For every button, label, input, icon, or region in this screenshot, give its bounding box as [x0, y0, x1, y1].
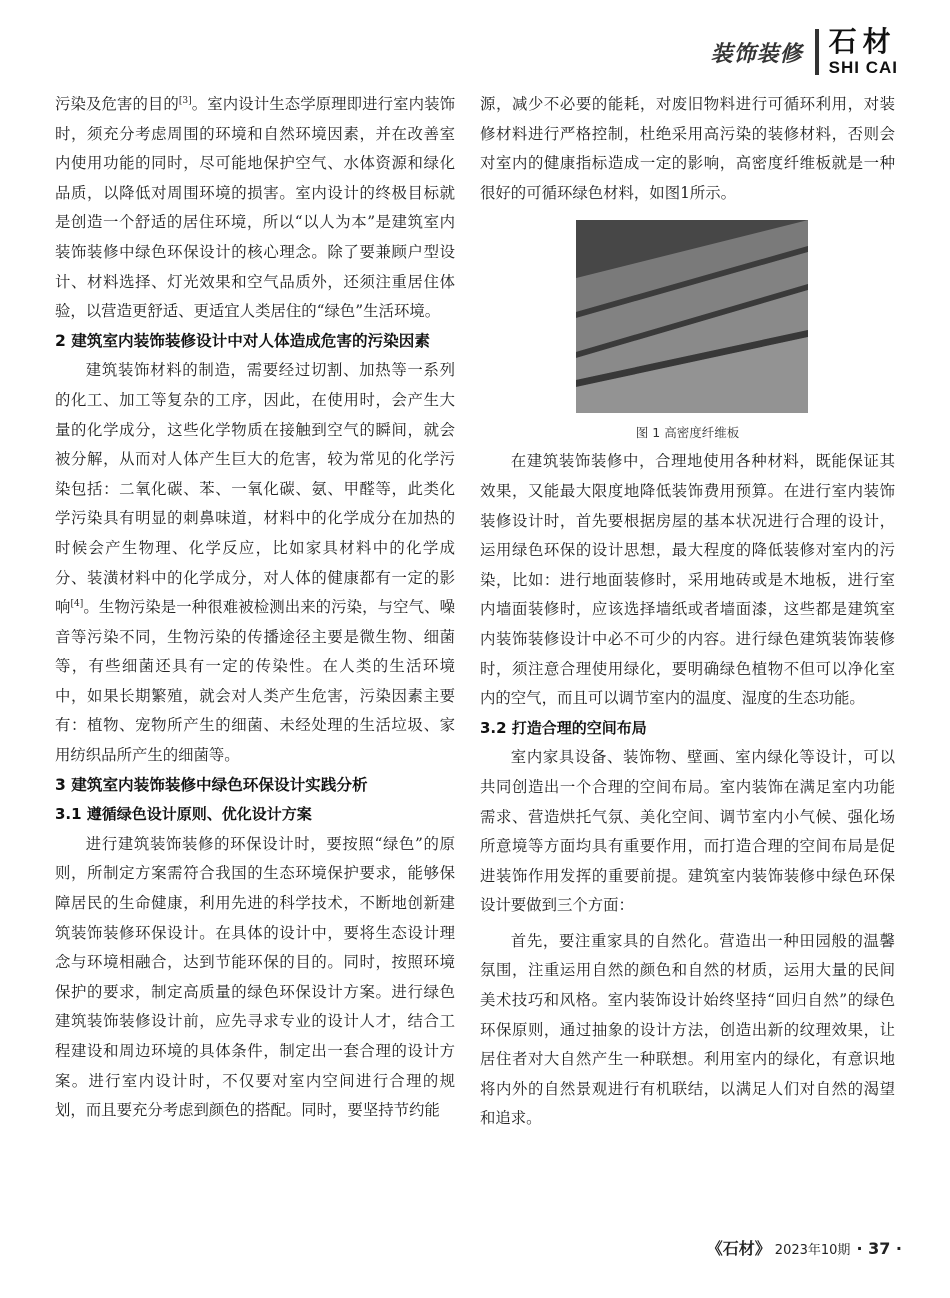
page-header [711, 22, 898, 82]
brand-english: SHI CAI [828, 58, 898, 77]
header-divider [815, 29, 819, 75]
heading-section-2: 2 建筑室内装饰装修设计中对人体造成危害的污染因素 [55, 331, 430, 350]
brand-chinese: 石材 [828, 25, 897, 58]
paragraph-left-3: 进行建筑装饰装修的环保设计时，要按照“绿色”的原则，所制定方案需符合我国的生态环境保护要求，能够保障居民的生命健康，利用先进的科学技术，不断地创新建筑装饰装修环保设计。在具体的设计中，要将生态设计理念与环境相融合，达到节能环保的目的。同时，按照环境保护的要求，制定高质量的绿色环保设计方案。进行绿色建筑装饰装修设计前，应先寻求专业的设计人才，结合工程建设和周边环境的具体条件，制定出一套合理的设计方案。进行室内设计时，不仅要对室内空间进行合理的规划，而且要充分考虑到颜色的搭配。同时，要坚持节约能 [55, 834, 455, 1120]
issue-number: 2023年10期 [774, 1243, 851, 1258]
figure-caption: 图 1 高密度纤维板 [635, 425, 740, 441]
heading-section-3: 3 建筑室内装饰装修中绿色环保设计实践分析 [55, 775, 368, 794]
heading-section-3-2: 3.2 打造合理的空间布局 [480, 718, 647, 737]
paragraph-right-4: 首先，要注重家具的自然化。营造出一种田园般的温馨氛围，注重运用自然的颜色和自然的材质，运用大量的民间美术技巧和风格。室内装饰设计始终坚持“回归自然”的绿色环保原则，通过抽象的设计方法，创造出新的纹理效果，让居住者对大自然产生一种联想。利用室内的绿化，有意识地将内外的自然景观进行有机联结，以满足人们对自然的渴望和追求。 [480, 931, 895, 1128]
paragraph-right-2: 在建筑装饰装修中，合理地使用各种材料，既能保证其效果，又能最大限度地降低装饰费用预算。在进行室内装饰装修设计时，首先要根据房屋的基本状况进行合理的设计，运用绿色环保的设计思想，最大程度的降低装修对室内的污染，比如：进行地面装修时，采用地砖或是木地板，进行室内墙面装修时，应该选择墙纸或者墙面漆，这些都是建筑室内装饰装修设计中必不可少的内容。进行绿色建筑装饰装修时，须注意合理使用绿化，要明确绿色植物不但可以净化室内的空气，而且可以调节室内的温度、湿度的生态功能。 [480, 452, 895, 708]
left-column [55, 90, 455, 1126]
right-column [480, 90, 895, 1134]
citation-ref[interactable]: [3] [178, 95, 192, 106]
page-number: · 37 · [856, 1239, 902, 1258]
page-footer [707, 1236, 902, 1259]
paragraph-right-1: 源，减少不必要的能耗，对废旧物料进行可循环利用，对装修材料进行严格控制，杜绝采用高污染的装修材料，否则会对室内的健康指标造成一定的影响，高密度纤维板就是一种很好的可循环绿色材料，如图1所示。 [480, 95, 895, 202]
fiberboard-photo [576, 220, 808, 413]
citation-ref[interactable]: [4] [70, 598, 84, 609]
figure-1 [480, 220, 895, 447]
journal-brand [828, 25, 898, 77]
paragraph-left-2: 建筑装饰材料的制造，需要经过切割、加热等一系列的化工、加工等复杂的工序，因此，在使用时，会产生大量的化学成分，这些化学物质在接触到空气的瞬间，就会被分解，从而对人体产生巨大的危害，较为常见的化学污染包括：二氧化碳、苯、一氧化碳、氨、甲醛等，此类化学污染具有明显的刺鼻味道，材料中的化学成分在加热的时候会产生物理、化学反应，比如家具材料中的化学成分、装潢材料中的化学成分，对人体的健康都有一定的影响[4]。生物污染是一种很难被检测出来的污染，与空气、噪音等污染不同，生物污染的传播途径主要是微生物、细菌等，有些细菌还具有一定的传染性。在人类的生活环境中，如果长期繁殖，就会对人类产生危害，污染因素主要有：植物、宠物所产生的细菌、未经处理的生活垃圾、家用纺织品所产生的细菌等。 [55, 361, 455, 765]
paragraph-right-3: 室内家具设备、装饰物、壁画、室内绿化等设计，可以共同创造出一个合理的空间布局。室内装饰在满足室内功能需求、营造烘托气氛、美化空间、调节室内小气候、强化场所意境等方面均具有重要作用，而打造合理的空间布局是促进装饰作用发挥的重要前提。建筑室内装饰装修中绿色环保设计要做到三个方面： [480, 748, 895, 915]
fiberboard-image-icon [576, 220, 808, 413]
paragraph-left-1: 污染及危害的目的[3]。室内设计生态学原理即进行室内装饰时，须充分考虑周围的环境和自然环境因素，并在改善室内使用功能的同时，尽可能地保护空气、水体资源和绿化品质，以降低对周围环境的损害。室内设计的终极目标就是创造一个舒适的居住环境，所以“以人为本”是建筑室内装饰装修中绿色环保设计的核心理念。除了要兼顾户型设计、材料选择、灯光效果和空气品质外，还须注重居住体验，以营造更舒适、更适宜人类居住的“绿色”生活环境。 [55, 95, 455, 321]
section-title: 装饰装修 [710, 41, 803, 67]
heading-section-3-1: 3.1 遵循绿色设计原则、优化设计方案 [55, 805, 312, 824]
magazine-name: 《石材》 [706, 1239, 771, 1258]
